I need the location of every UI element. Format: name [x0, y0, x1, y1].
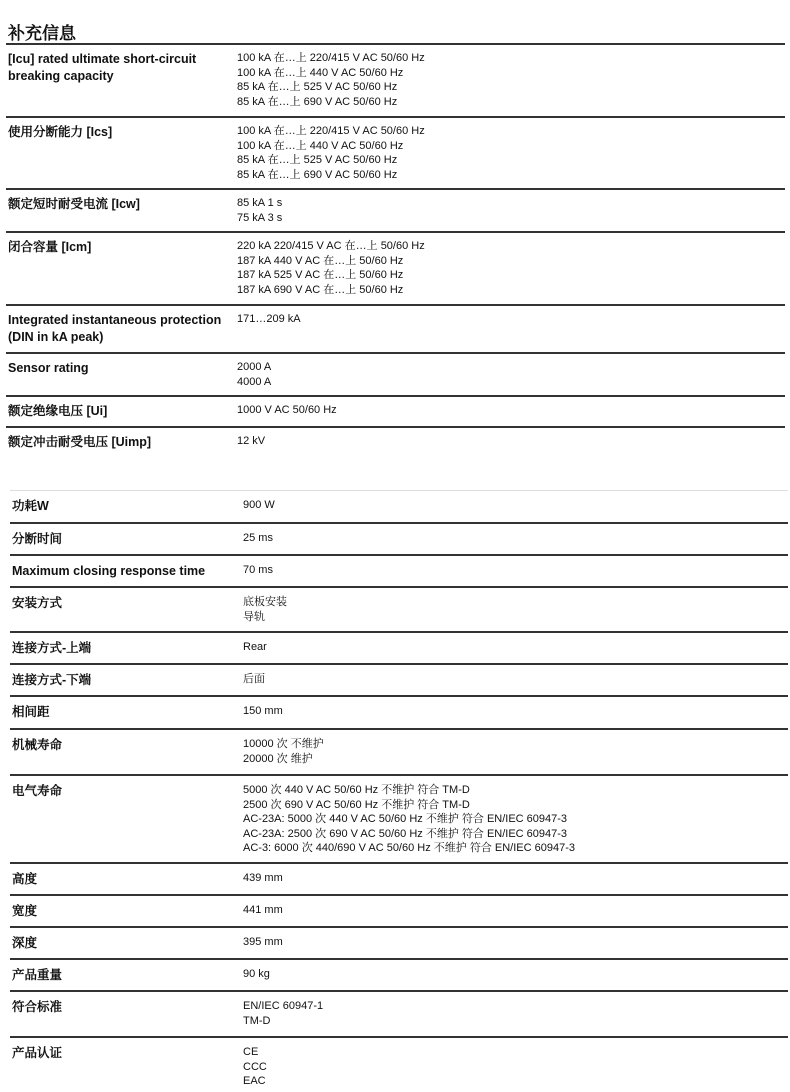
row-label: 产品认证 — [12, 1046, 63, 1060]
value-line: 100 kA 在…上 220/415 V AC 50/60 Hz — [237, 125, 425, 137]
table-row — [10, 960, 788, 992]
value-line: EN/IEC 60947-1 — [243, 1000, 324, 1012]
value-line: AC-3: 6000 次 440/690 V AC 50/60 Hz 不维护 符合 EN/IEC 60947-3 — [243, 842, 575, 854]
table-row — [6, 397, 785, 428]
value-line: 90 kg — [243, 968, 270, 980]
row-value — [243, 903, 283, 926]
row-value — [243, 498, 275, 522]
value-line: AC-23A: 2500 次 690 V AC 50/60 Hz 不维护 符合 EN/IEC 60947-3 — [243, 827, 568, 840]
row-value — [237, 239, 425, 304]
row-label: 使用分断能力 [Ics] — [8, 125, 113, 139]
value-line: AC-23A: 5000 次 440 V AC 50/60 Hz 不维护 符合 EN/IEC 60947-3 — [243, 813, 568, 825]
value-line: TM-D — [243, 1014, 271, 1027]
row-value — [243, 595, 287, 631]
table-row — [10, 992, 788, 1038]
row-label: 额定冲击耐受电压 [Uimp] — [8, 435, 152, 449]
value-line: 20000 次 维护 — [243, 752, 313, 765]
table-row — [6, 45, 785, 118]
table-row — [6, 354, 785, 397]
table-row — [10, 491, 788, 524]
row-label: 产品重量 — [12, 968, 63, 982]
row-label: 额定绝缘电压 [Ui] — [8, 404, 108, 418]
value-line: 100 kA 在…上 440 V AC 50/60 Hz — [237, 139, 404, 152]
table-row — [6, 190, 785, 233]
value-line: 85 kA 在…上 690 V AC 50/60 Hz — [237, 95, 398, 108]
value-line: 85 kA 在…上 525 V AC 50/60 Hz — [237, 81, 398, 93]
page-title: 补充信息 — [8, 24, 76, 43]
value-line: 85 kA 在…上 690 V AC 50/60 Hz — [237, 168, 398, 181]
value-line: 900 W — [243, 499, 275, 511]
value-line: 441 mm — [243, 904, 283, 916]
row-value — [237, 196, 282, 231]
row-value — [243, 531, 273, 554]
row-value — [243, 563, 273, 586]
row-label: 连接方式-上端 — [12, 641, 92, 655]
value-line: CE — [243, 1046, 259, 1058]
row-label: 安装方式 — [12, 596, 63, 610]
row-value — [237, 434, 265, 462]
value-line: 导轨 — [243, 610, 265, 623]
table-row — [10, 896, 788, 928]
value-line: 220 kA 220/415 V AC 在…上 50/60 Hz — [237, 240, 425, 252]
value-line: 187 kA 525 V AC 在…上 50/60 Hz — [237, 269, 404, 281]
value-line: 5000 次 440 V AC 50/60 Hz 不维护 符合 TM-D — [243, 784, 470, 796]
row-label: 宽度 — [12, 904, 38, 918]
value-line: 187 kA 440 V AC 在…上 50/60 Hz — [237, 254, 404, 267]
value-line: 后面 — [243, 673, 265, 685]
value-line: 150 mm — [243, 705, 283, 717]
value-line: 75 kA 3 s — [237, 211, 283, 224]
row-label: 功耗W — [12, 499, 49, 513]
value-line: Rear — [243, 641, 267, 653]
row-value — [243, 999, 323, 1036]
spec-table-breaking — [6, 43, 785, 462]
row-label: 相间距 — [12, 705, 50, 719]
spec-table-general — [10, 490, 788, 1092]
value-line: 2500 次 690 V AC 50/60 Hz 不维护 符合 TM-D — [243, 798, 470, 811]
value-line: 25 ms — [243, 532, 273, 544]
row-label: Maximum closing response time — [12, 564, 206, 578]
row-value — [237, 360, 271, 395]
table-row — [10, 556, 788, 588]
row-label: [Icu] rated ultimate short-circuit breaking capacity — [8, 52, 197, 83]
table-row — [10, 588, 788, 633]
value-line: 12 kV — [237, 435, 266, 447]
row-value — [243, 640, 267, 663]
table-row — [6, 428, 785, 462]
value-line: 100 kA 在…上 440 V AC 50/60 Hz — [237, 66, 404, 79]
row-label: 闭合容量 [Icm] — [8, 240, 92, 254]
row-label: 机械寿命 — [12, 738, 63, 752]
table-row — [10, 864, 788, 896]
value-line: CCC — [243, 1060, 267, 1073]
value-line: 85 kA 在…上 525 V AC 50/60 Hz — [237, 154, 398, 166]
row-value — [243, 871, 283, 894]
table-row — [10, 1038, 788, 1092]
row-value — [243, 672, 265, 695]
row-value — [237, 312, 301, 352]
table-row — [10, 776, 788, 864]
value-line: 2000 A — [237, 361, 272, 373]
row-value — [237, 51, 425, 116]
value-line: 439 mm — [243, 872, 283, 884]
value-line: 底板安装 — [243, 596, 287, 608]
table-row — [6, 233, 785, 306]
value-line: 85 kA 1 s — [237, 197, 283, 209]
row-label: 连接方式-下端 — [12, 673, 92, 687]
value-line: 187 kA 690 V AC 在…上 50/60 Hz — [237, 283, 404, 296]
row-value — [237, 124, 425, 188]
table-row — [10, 524, 788, 556]
value-line: 395 mm — [243, 936, 283, 948]
table-row — [10, 665, 788, 697]
table-row — [10, 697, 788, 730]
value-line: 70 ms — [243, 564, 273, 576]
row-value — [243, 737, 324, 774]
row-label: 分断时间 — [12, 532, 63, 546]
table-row — [6, 306, 785, 354]
table-row — [6, 118, 785, 190]
row-label: 符合标准 — [12, 1000, 63, 1014]
value-line: 4000 A — [237, 375, 272, 388]
row-label: 额定短时耐受电流 [Icw] — [8, 197, 140, 211]
row-value — [237, 403, 337, 426]
row-label: Sensor rating — [8, 361, 89, 375]
value-line: 171…209 kA — [237, 313, 301, 325]
table-row — [10, 928, 788, 960]
row-label: 深度 — [12, 936, 38, 950]
value-line: EAC — [243, 1075, 266, 1087]
row-value — [243, 967, 270, 990]
value-line: 1000 V AC 50/60 Hz — [237, 404, 337, 416]
value-line: 10000 次 不维护 — [243, 738, 324, 750]
row-label: 高度 — [12, 872, 38, 886]
row-value — [243, 783, 575, 862]
row-value — [243, 704, 283, 728]
row-label: 电气寿命 — [12, 784, 63, 798]
value-line: 100 kA 在…上 220/415 V AC 50/60 Hz — [237, 52, 425, 64]
row-value — [243, 935, 283, 958]
table-row — [10, 633, 788, 665]
table-row — [10, 730, 788, 776]
row-label: Integrated instantaneous protection (DIN in kA peak) — [8, 313, 222, 344]
